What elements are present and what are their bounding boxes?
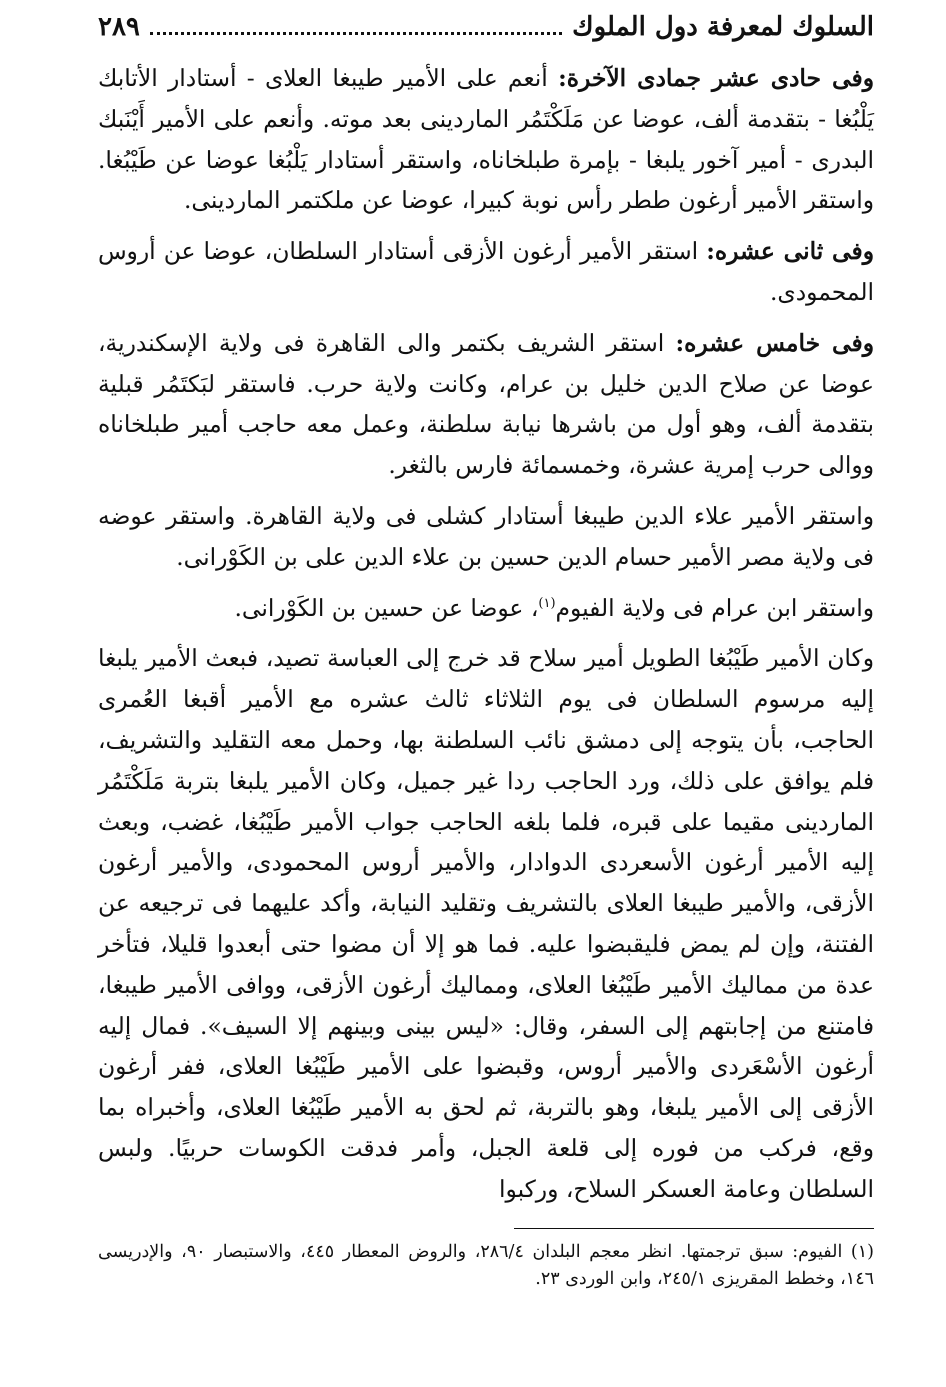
paragraph-text: واستقر الأمير علاء الدين طيبغا أستادار كشلى فى ولاية القاهرة. واستقر عوضه فى ولاية مصر الأمير حسام الدين حسين بن علاء الدين على بن الكَوْرانى. bbox=[98, 501, 874, 571]
paragraph bbox=[98, 638, 874, 1209]
running-head bbox=[98, 12, 874, 58]
paragraph-lead: وفى حادى عشر جمادى الآخرة: bbox=[558, 64, 874, 92]
paragraph-text: واستقر ابن عرام فى ولاية الفيوم bbox=[555, 593, 874, 622]
paragraph-lead: وفى خامس عشره: bbox=[675, 328, 874, 357]
paragraph-text: وكان الأمير طَيْبُغا الطويل أمير سلاح قد خرج إلى العباسة تصيد، فبعث الأمير يلبغا إليه مرسوم السلطان فى يوم الثلاثاء ثالث عشره مع الأمير أقبغا العُمرى الحاجب، بأن يتوجه إلى دمشق نائب السلطنة بها، وحمل معه التقليد والتشريف، فلم يوافق على ذلك، ورد الحاجب ردا غير جميل، وكان الأمير يلبغا بتربة مَلَكْتَمُر الماردينى مقيما على قبره، فلما بلغه الحاجب جواب الأمير طَيْبُغا، غضب، وبعث إليه الأمير أرغون الأسعردى الدوادار، والأمير أروس المحمودى، والأمير أرغون الأزقى، والأمير طيبغا العلاى بالتشريف وتقليد النيابة، وأكد عليهما فى ترجيعه عن الفتنة، وإن لم يمض فليقبضوا عليه. فما هو إلا أن مضوا حتى أبعدوا قليلا، فتأخر عدة من مماليك الأمير طَيْبُغا العلاى، ومماليك أرغون الأزقى، ووافى الأمير طيبغا، فامتنع من إجابتهم إلى السفر، وقال: «ليس بينى وبينهم إلا السيف». فمال إليه أرغون الأسْعَردى والأمير أروس، وقبضوا على الأمير طَيْبُغا العلاى، ففر أرغون الأزقى إلى الأمير يلبغا، وهو بالتربة، ثم لحق به الأمير طَيْبُغا العلاى، وأخبراه بما وقع، فركب من فوره إلى قلعة الجبل، وأمر فدقت الكوسات حربيًا. ولبس السلطان وعامة العسكر السلاح، وركبوا bbox=[98, 644, 874, 1203]
paragraph bbox=[98, 323, 874, 486]
paragraph-lead: وفى ثانى عشره: bbox=[706, 237, 874, 266]
paragraph bbox=[98, 231, 874, 313]
page-number: ٢٨٩ bbox=[98, 12, 140, 42]
paragraph-text: استقر الأمير أرغون الأزقى أستادار السلطان، عوضا عن أروس المحمودى. bbox=[98, 237, 874, 306]
paragraph-text: ، عوضا عن حسين بن الكَوْرانى. bbox=[234, 593, 539, 622]
paragraph-text: أنعم على الأمير طيبغا العلاى - أستادار الأتابك يَلْبُغا - بتقدمة ألف، عوضا عن مَلَكْتَمُر الماردينى بعد موته. وأنعم على الأمير أَيْنَبك البدرى - أمير آخور يلبغا - بإمرة طبلخاناه، واستقر أستادار يَلْبُغا عوضا عن طَيْبُغا. واستقر الأمير أرغون ططر رأس نوبة كبيرا، عوضا عن ملكتمر الماردينى. bbox=[98, 64, 874, 215]
footnote-rule bbox=[514, 1228, 874, 1229]
paragraph bbox=[98, 58, 874, 221]
footnote: (١) الفيوم: سبق ترجمتها. انظر معجم البلدان ٢٨٦/٤، والروض المعطار ٤٤٥، والاستبصار ٩٠، والإدريسى ١٤٦، وخطط المقريزى ٢٤٥/١، وابن الوردى ٢٣. bbox=[98, 1241, 874, 1289]
paragraph bbox=[98, 588, 874, 629]
paragraph bbox=[98, 496, 874, 578]
main-text bbox=[98, 58, 874, 1210]
footnote-marker: (١) bbox=[538, 595, 556, 611]
leader-dots bbox=[150, 32, 562, 35]
paragraph-text: استقر الشريف بكتمر والى القاهرة فى ولاية الإسكندرية، عوضا عن صلاح الدين خليل بن عرام، وكانت ولاية حرب. فاستقر لبَكتَمُر قبلية بتقدمة ألف، وهو أول من باشرها نيابة سلطنة، وعمل معه حاجب أمير طبلخاناه ووالى حرب إمرية عشرة، وخمسمائة فارس بالثغر. bbox=[98, 328, 874, 480]
running-title: السلوك لمعرفة دول الملوك bbox=[572, 12, 874, 42]
